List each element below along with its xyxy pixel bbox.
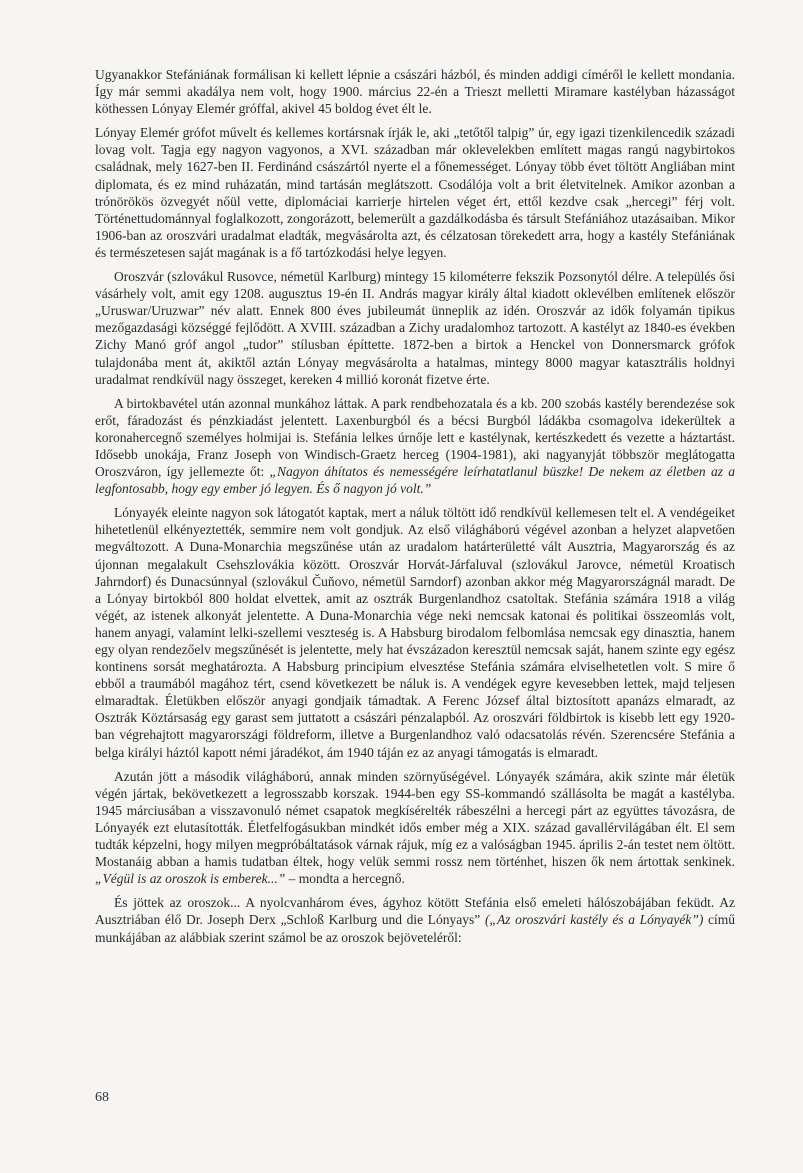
- paragraph-5-text: Lónyayék eleinte nagyon sok látogatót kaptak, mert a náluk töltött idő rendkívül kellemesen telt el. A vendégeiket hihetetlenül elkényeztették, semmire nem volt gondjuk. Az első világháború végével azonban a helyzet alapvetően megváltozott. A Duna-Monarchia megszűnése után az uradalom határterületté vált Ausztria, Magyarország és az újonnan megalakult Csehszlovákia között. Oroszvár Horvát-Járfaluval (szlovákul Jarovce, németül Kroatisch Jahrndorf) és Dunacsúnnyal (szlovákul Čuňovo, németül Sarndorf) azonban akkor még Magyarországnál maradt. De a Lónyay birtokból 800 holdat elvettek, amit az osztrák Burgenlandhoz csatoltak. Stefánia számára 1918 a világ végét, az istenek alkonyát jelentette. A Duna-Monarchia vége neki nemcsak katonai és politikai összeomlás volt, hanem anyagi, valamint lelki-szellemi veszteség is. A Habsburg birodalom felbomlása nemcsak egy dinasztia, hanem egy olyan rendezőelv megszűnését is jelentette, mely hat évszázadon keresztül nemcsak saját, hanem szinte egy egész kontinens sorsát meghatározta. A Habsburg principium elvesztése Stefánia számára elviselhetetlen volt. S mire ő ebből a traumából magához tért, csend következett be náluk is. A vendégek egyre kevesebben lettek, majd teljesen elmaradtak. Életükben először anyagi gondjaik támadtak. A Ferenc József által biztosított apanázs elmaradt, az Osztrák Köztársaság egy garast sem juttatott a császári pénzalapból. Az oroszvári földbirtok is kisebb lett egy 1920-ban végrehajtott magyarországi földreform, illetve a Burgenlandhoz való odacsatolás révén. Szerencsére Stefánia a belga királyi háztól kapott némi járadékot, ám 1940 táján ez az anyagi támogatás is elmaradt.: [95, 505, 735, 760]
- paragraph-2-text: Lónyay Elemér grófot művelt és kellemes kortársnak írják le, aki „tetőtől talpig” úr, egy igazi tizenkilencedik századi lovag volt. Tagja egy nagyon vagyonos, a XVI. században már oklevelekben említett magas rangú nagybirtokos családnak, mely 1627-ben II. Ferdinánd császártól nyerte el a főnemességet. Lónyay több évet töltött Angliában mint diplomata, és ez mind ruházatán, mind tartásán meglátszott. Csodálója volt a brit életvitelnek. Amikor azonban a trónörökös özvegyét nőül vette, diplomáciai karrierje hirtelen véget ért, ettől kezdve csak „hercegi” férj volt. Történettudománnyal foglalkozott, zongorázott, belemerült a gazdálkodásba és társult Stefániához utazásaiban. Mikor 1906-ban az oroszvári uradalmat eladták, megvásárolta azt, és célzatosan törekedett arra, hogy a kastély Stefániának és természetesen saját magának is a fő tartózkodási helye legyen.: [95, 125, 735, 260]
- paragraph-3-text: Oroszvár (szlovákul Rusovce, németül Karlburg) mintegy 15 kilométerre fekszik Pozsonytól délre. A település ősi vásárhely volt, amit egy 1208. augusztus 19-én II. András magyar király által kiadott oklevélben említenek először „Uruswar/Uruzwar” név alatt. Ennek 800 éves jubileumát ünneplik az idén. Oroszvár az idők folyamán tipikus mezőgazdasági községgé fejlődött. A XVIII. században a Zichy uradalomhoz tartozott. A kastélyt az 1840-es években Zichy Manó gróf angol „tudor” stílusban építtette. 1872-ben a birtok a Henckel von Donnersmarck grófok tulajdonába ment át, akiktől aztán Lónyay megvásárolta a hatalmas, mintegy 8000 magyar katasztrális holdnyi uradalmat rendkívül nagy összeget, kereken 4 millió koronát fizetve érte.: [95, 269, 735, 387]
- body-text: [95, 66, 735, 953]
- paragraph-6-tail: – mondta a hercegnő.: [285, 871, 405, 887]
- paragraph-2: [95, 124, 735, 261]
- paragraph-7: [95, 894, 735, 945]
- paragraph-7-tail: című munkájában az alábbiak szerint számol be az oroszok bejöveteléről:: [95, 912, 735, 945]
- page-number: 68: [95, 1090, 109, 1105]
- paragraph-6-text: Azután jött a második világháború, annak minden szörnyűségével. Lónyayék számára, akik szinte már életük végén jártak, bekövetkezett a legrosszabb korszak. 1944-ben egy SS-kommandó szállásolta be magát a kastélyba. 1945 márciusában a visszavonuló német csapatok megkísérelték rábeszélni a hercegi párt az együttes távozásra, de Lónyayék ezt elutasították. Életfelfogásukban mindkét idős ember még a XIX. század gavallérvilágában élt. El sem tudták képzelni, hogy milyen megpróbáltatások várnak rájuk, míg ez a valóságban 1945. április 2-án testet nem öltött. Mostanáig abban a hamis tudatban éltek, hogy velük semmi rossz nem történhet, hiszen ők nem ártottak senkinek.: [95, 768, 735, 870]
- paragraph-3: [95, 268, 735, 388]
- paragraph-1-text: Ugyanakkor Stefániának formálisan ki kellett lépnie a császári házból, és minden addigi címéről le kellett mondania. Így már semmi akadálya nem volt, hogy 1900. március 22-én a Trieszt melletti Miramare kastélyban házasságot köthessen Lónyay Elemér gróffal, akivel 45 boldog évet élt le.: [95, 67, 735, 117]
- paragraph-6-quote: „Végül is az oroszok is emberek...”: [95, 871, 286, 887]
- paragraph-4: [95, 395, 735, 498]
- paragraph-5: [95, 504, 735, 760]
- paragraph-7-text: És jöttek az oroszok... A nyolcvanhárom éves, ágyhoz kötött Stefánia első emeleti hálószobájában feküdt. Az Ausztriában élő Dr. Joseph Derx „Schloß Karlburg und die Lónyays”: [95, 895, 735, 928]
- paragraph-4-quote: „Nagyon áhítatos és nemességére leírhatatlanul büszke! De nekem az életben az a legfontosabb, hogy egy ember jó legyen. És ő nagyon jó volt.”: [95, 464, 735, 497]
- paragraph-4-text: A birtokbavétel után azonnal munkához láttak. A park rendbehozatala és a kb. 200 szobás kastély berendezése sok erőt, fáradozást és pénzkiadást jelentett. Laxenburgból és a bécsi Burgból ládákba csomagolva idekerültek a koronahercegnő személyes holmijai is. Stefánia lelkes úrnője lett e kastélynak, kertészkedett és vezette a háztartást. Idősebb unokája, Franz Joseph von Windisch-Graetz herceg (1904-1981), aki nagyanyját többször meglátogatta Oroszváron, így jellemezte őt:: [95, 395, 735, 480]
- paragraph-6: [95, 768, 735, 888]
- paragraph-1: [95, 66, 735, 117]
- paragraph-7-quote: („Az oroszvári kastély és a Lónyayék”): [484, 912, 704, 928]
